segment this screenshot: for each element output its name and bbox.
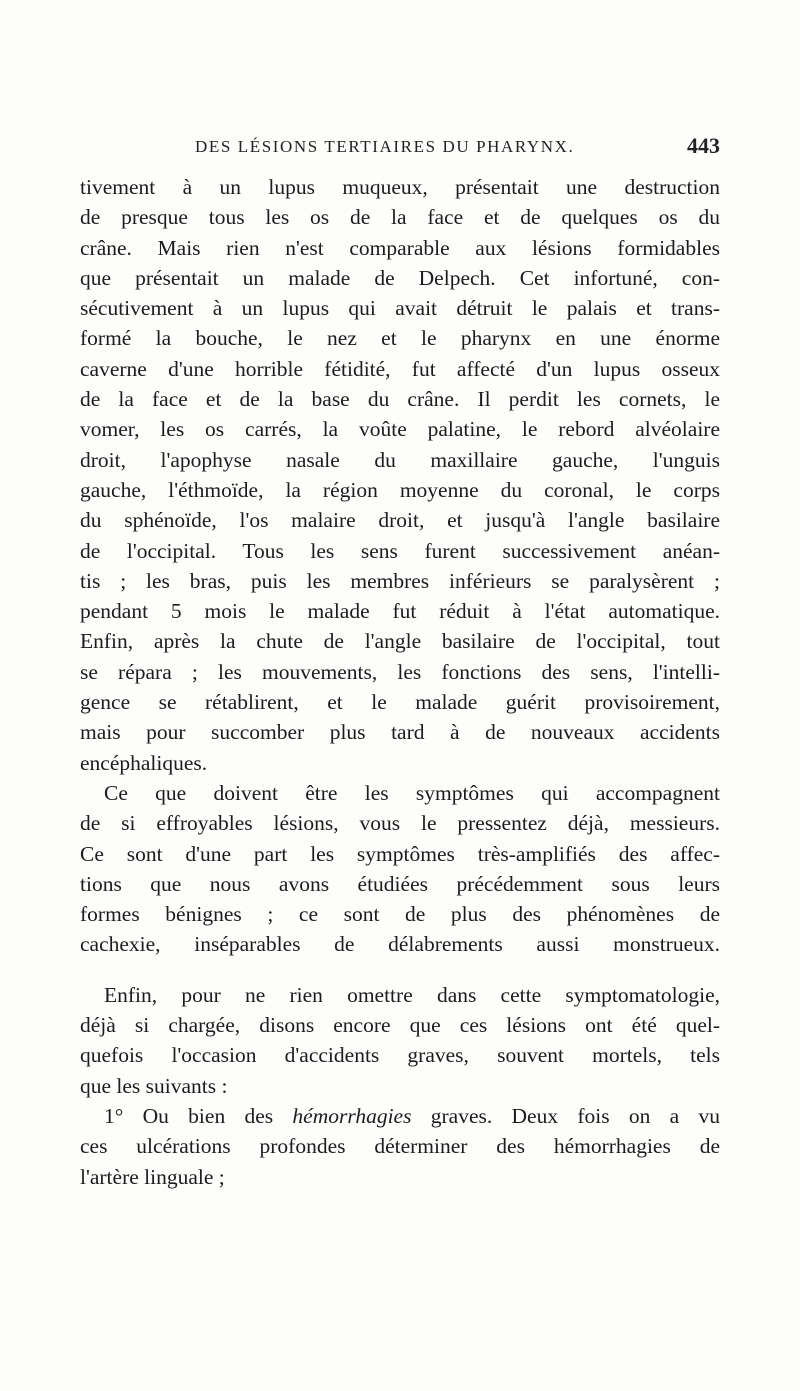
text-line: tis ; les bras, puis les membres inférieurs se paralysèrent ; — [80, 568, 720, 593]
text-run: 1° Ou bien des — [104, 1103, 293, 1128]
text-line: de la face et de la base du crâne. Il perdit les cornets, le — [80, 387, 720, 412]
text-line: déjà si chargée, disons encore que ces lésions ont été quel- — [80, 1013, 720, 1038]
text-line — [80, 1101, 720, 1131]
text-line: Ce sont d'une part les symptômes très-amplifiés des affec- — [80, 841, 720, 866]
paragraph-1 — [80, 172, 720, 778]
text-line: de presque tous les os de la face et de quelques os du — [80, 205, 720, 230]
text-line: caverne d'une horrible fétidité, fut affecté d'un lupus osseux — [80, 356, 720, 381]
emphasis-text: hémorrhagies — [292, 1103, 412, 1128]
text-line: quefois l'occasion d'accidents graves, souvent mortels, tels — [80, 1043, 720, 1068]
text-line: pendant 5 mois le malade fut réduit à l'état automatique. — [80, 599, 720, 624]
text-line: Enfin, après la chute de l'angle basilaire de l'occipital, tout — [80, 629, 720, 654]
text-line: sécutivement à un lupus qui avait détruit le palais et trans- — [80, 296, 720, 321]
text-line: formes bénignes ; ce sont de plus des phénomènes de — [80, 902, 720, 927]
text-line: se répara ; les mouvements, les fonctions des sens, l'intelli- — [80, 659, 720, 684]
text-line: ces ulcérations profondes déterminer des hémorrhagies de — [80, 1134, 720, 1159]
text-run: graves. Deux fois on a vu — [411, 1103, 720, 1128]
text-line: mais pour succomber plus tard à de nouveaux accidents — [80, 720, 720, 745]
page-number: 443 — [687, 133, 720, 158]
paragraph-spacer — [80, 960, 720, 980]
text-line: vomer, les os carrés, la voûte palatine, le rebord alvéolaire — [80, 417, 720, 442]
running-head — [80, 133, 720, 167]
text-line: de si effroyables lésions, vous le pressentez déjà, messieurs. — [80, 811, 720, 836]
text-line: l'artère linguale ; — [80, 1164, 225, 1189]
paragraph-3 — [80, 980, 720, 1101]
text-line: tivement à un lupus muqueux, présentait une destruction — [80, 175, 720, 199]
text-line: cachexie, inséparables de délabrements aussi monstrueux. — [80, 932, 720, 957]
text-line: que les suivants : — [80, 1073, 228, 1098]
running-title: DES LÉSIONS TERTIAIRES DU PHARYNX. — [195, 137, 575, 156]
text-line: encéphaliques. — [80, 750, 208, 775]
text-line: droit, l'apophyse nasale du maxillaire gauche, l'unguis — [80, 447, 720, 472]
text-line: Enfin, pour ne rien omettre dans cette symptomatologie, — [104, 982, 720, 1007]
text-line: Ce que doivent être les symptômes qui accompagnent — [104, 780, 720, 805]
text-line: gence se rétablirent, et le malade guérit provisoirement, — [80, 690, 720, 715]
text-line: tions que nous avons étudiées précédemment sous leurs — [80, 871, 720, 896]
text-line: du sphénoïde, l'os malaire droit, et jusqu'à l'angle basilaire — [80, 508, 720, 533]
text-line: gauche, l'éthmoïde, la région moyenne du coronal, le corps — [80, 477, 720, 502]
text-line: que présentait un malade de Delpech. Cet infortuné, con- — [80, 265, 720, 290]
text-line: crâne. Mais rien n'est comparable aux lésions formidables — [80, 235, 720, 260]
text-line: formé la bouche, le nez et le pharynx en une énorme — [80, 326, 720, 351]
body-text — [80, 172, 720, 1192]
text-line: de l'occipital. Tous les sens furent successivement anéan- — [80, 538, 720, 563]
paragraph-4 — [80, 1101, 720, 1192]
paragraph-2 — [80, 778, 720, 960]
